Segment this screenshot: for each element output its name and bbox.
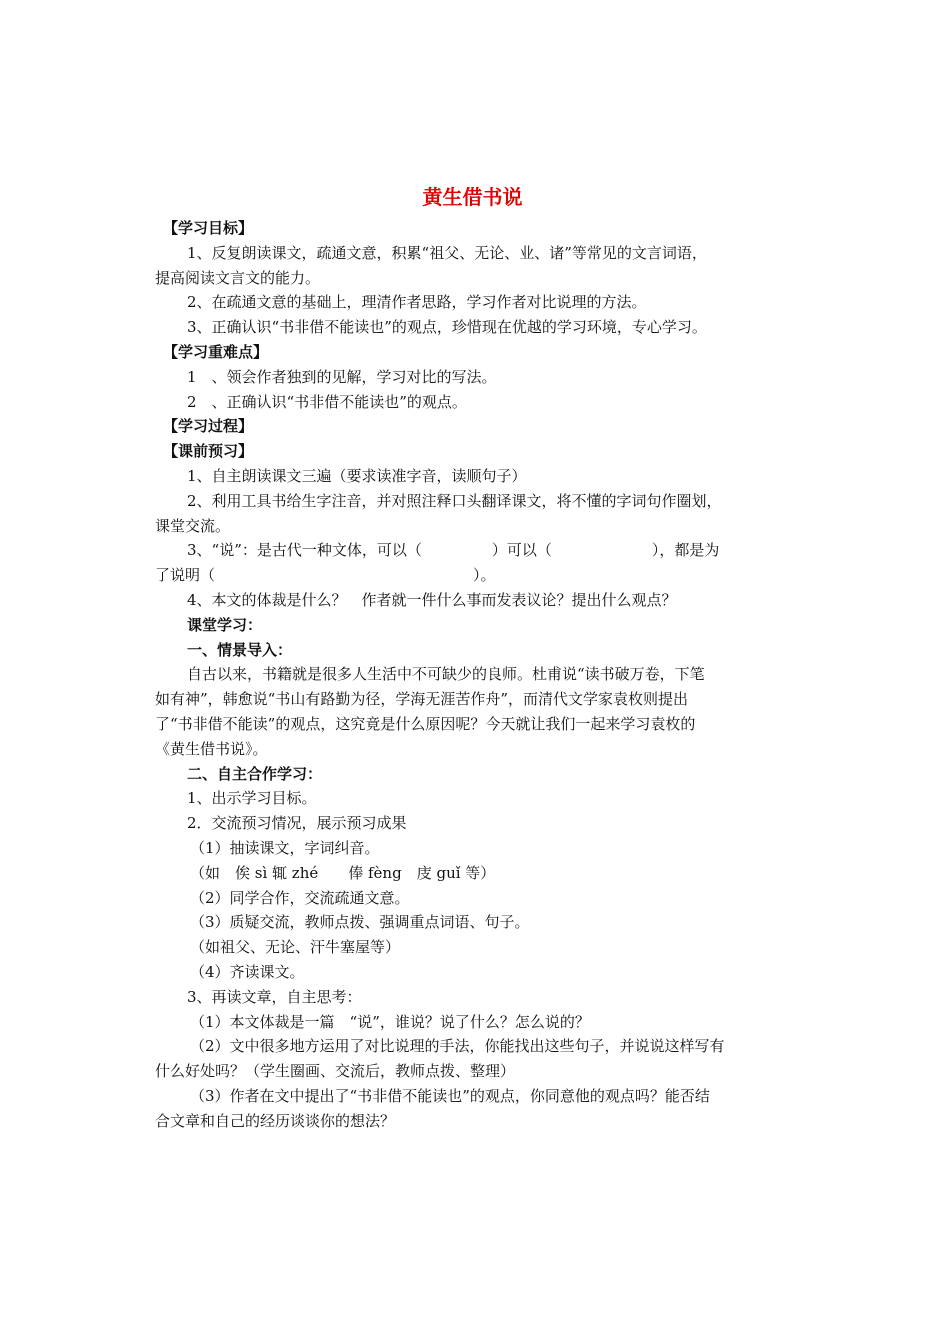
coop-item: 1、出示学习目标。	[187, 789, 317, 808]
fill-blank-text: ）可以（	[491, 541, 552, 560]
preview-item: 1、自主朗读课文三遍（要求读准字音，读顺句子）	[187, 466, 527, 485]
fill-blank-text: 了说明（	[155, 566, 216, 585]
class-header: 课堂学习：	[187, 615, 263, 634]
intro-line: 自古以来，书籍就是很多人生活中不可缺少的良师。杜甫说“读书破万卷，下笔	[187, 665, 705, 684]
preview-item: 2、利用工具书给生字注音，并对照注释口头翻译课文，将不懂的字词句作圈划，	[187, 491, 722, 510]
preview-item: 4、本文的体裁是什么？ 作者就一件什么事而发表议论？提出什么观点？	[187, 590, 677, 609]
question: 什么好处吗？（学生圈画、交流后，教师点拨、整理）	[155, 1062, 516, 1081]
goal-line: 3、正确认识“书非借不能读也”的观点，珍惜现在优越的学习环境，专心学习。	[187, 318, 707, 337]
coop-item: （4）齐读课文。	[190, 962, 305, 981]
goal-line: 2、在疏通文意的基础上，理清作者思路，学习作者对比说理的方法。	[187, 293, 647, 312]
section-header: 二、自主合作学习：	[187, 764, 323, 783]
intro-line: 了“书非借不能读”的观点，这究竟是什么原因呢？今天就让我们一起来学习袁枚的	[155, 714, 696, 733]
fill-blank-text: ）。	[473, 566, 496, 585]
coop-item: （2）同学合作，交流疏通文意。	[190, 888, 410, 907]
question: 合文章和自己的经历谈谈你的想法？	[155, 1111, 396, 1130]
intro-line: 如有神”，韩愈说“书山有路勤为径，学海无涯苦作舟”，而清代文学家袁枚则提出	[155, 690, 689, 709]
goal-line: 提高阅读文言文的能力。	[155, 268, 321, 287]
key-points-header: 【学习重难点】	[163, 342, 269, 361]
question: （3）作者在文中提出了“书非借不能读也”的观点，你同意他的观点吗？能否结	[190, 1086, 710, 1105]
question: （1）本文体裁是一篇 “说”，谁说？说了什么？怎么说的？	[190, 1012, 590, 1031]
section-header: 一、情景导入：	[187, 640, 293, 659]
coop-item: （3）质疑交流，教师点拨、强调重点词语、句子。	[190, 913, 530, 932]
fill-blank-line	[155, 563, 790, 588]
preview-item: 课堂交流。	[155, 516, 231, 535]
coop-item: （如 俟 sì 辄 zhé 俸 fèng 庋 guǐ 等）	[190, 863, 496, 882]
fill-blank-text: ），都是为	[651, 541, 720, 560]
coop-item: （1）抽读课文，字词纠音。	[190, 838, 380, 857]
document-page	[155, 180, 790, 1133]
goal-line: 1、反复朗读课文，疏通文意，积累“祖父、无论、业、诸”等常见的文言词语，	[187, 243, 707, 262]
coop-item: 3、再读文章，自主思考：	[187, 987, 362, 1006]
coop-item: （如祖父、无论、汗牛塞屋等）	[190, 938, 401, 957]
process-header: 【学习过程】	[163, 417, 254, 436]
key-point: 2 、正确认识“书非借不能读也”的观点。	[187, 392, 467, 411]
goals-header: 【学习目标】	[163, 219, 254, 237]
question: （2）文中很多地方运用了对比说理的手法，你能找出这些句子，并说说这样写有	[190, 1037, 725, 1056]
page-title: 黄生借书说	[422, 185, 523, 209]
fill-blank-line	[155, 538, 790, 563]
key-point: 1 、领会作者独到的见解，学习对比的写法。	[187, 367, 497, 386]
preview-header: 【课前预习】	[163, 442, 254, 461]
coop-item: 2．交流预习情况，展示预习成果	[187, 814, 407, 833]
intro-line: 《黄生借书说》。	[155, 739, 268, 758]
fill-blank-text: 3、“说”：是古代一种文体，可以（	[187, 541, 422, 560]
